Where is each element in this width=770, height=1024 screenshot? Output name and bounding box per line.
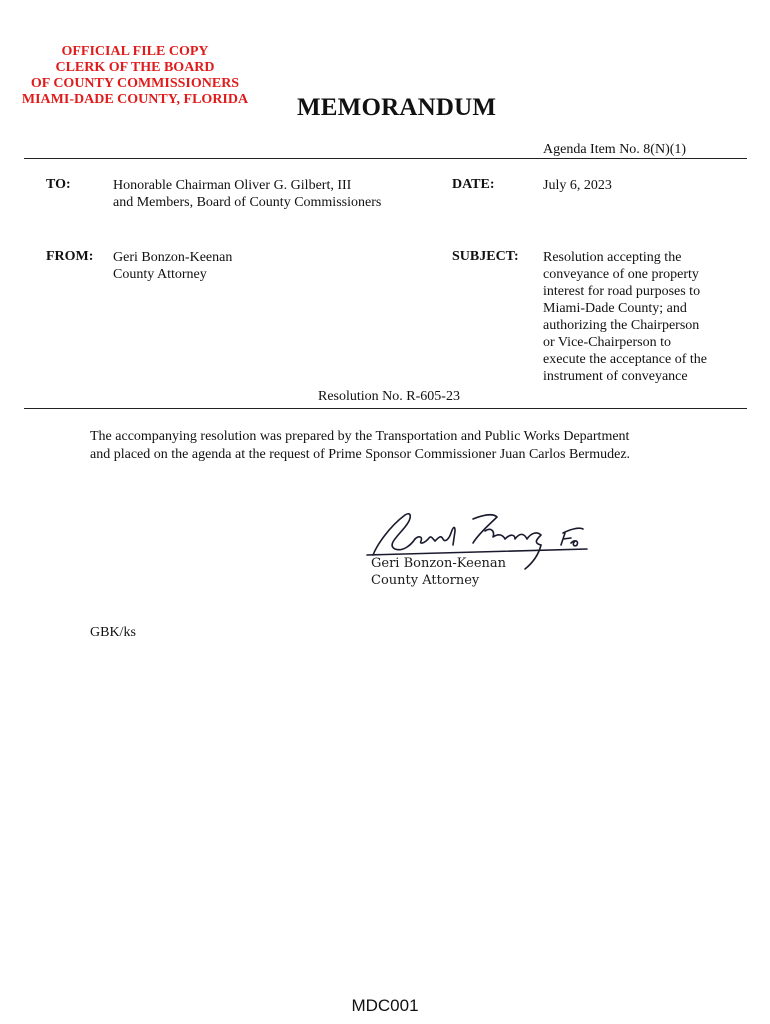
subject-line: Miami-Dade County; and xyxy=(543,301,687,316)
subject-line: instrument of conveyance xyxy=(543,369,688,384)
to-line: Honorable Chairman Oliver G. Gilbert, III xyxy=(113,178,352,193)
date-label: DATE: xyxy=(452,177,495,192)
signer-name: Geri Bonzon-Keenan xyxy=(371,556,507,571)
signer-title: County Attorney xyxy=(371,573,480,588)
subject-line: execute the acceptance of the xyxy=(543,352,708,367)
official-file-copy-stamp xyxy=(0,44,270,108)
subject-line: or Vice-Chairperson to xyxy=(543,335,671,350)
header-divider xyxy=(24,158,747,159)
from-line: Geri Bonzon-Keenan xyxy=(113,250,233,265)
stamp-line: OFFICIAL FILE COPY xyxy=(61,44,209,59)
resolution-number: Resolution No. R-605-23 xyxy=(318,389,460,404)
memo-title: MEMORANDUM xyxy=(297,94,497,121)
to-label: TO: xyxy=(46,177,71,192)
page-footer-code: MDC001 xyxy=(351,996,419,1015)
agenda-item-number: Agenda Item No. 8(N)(1) xyxy=(543,142,687,157)
signature-block xyxy=(371,555,506,589)
subject-line: conveyance of one property xyxy=(543,267,699,282)
subject-line: authorizing the Chairperson xyxy=(543,318,700,333)
from-line: County Attorney xyxy=(113,267,207,282)
from-sender xyxy=(113,249,232,283)
subject-line: Resolution accepting the xyxy=(543,250,682,265)
stamp-line: MIAMI-DADE COUNTY, FLORIDA xyxy=(21,92,249,107)
to-recipients xyxy=(113,177,381,211)
stamp-line: CLERK OF THE BOARD xyxy=(55,60,215,75)
memo-body xyxy=(90,428,710,464)
subject-label: SUBJECT: xyxy=(452,249,519,264)
date-value: July 6, 2023 xyxy=(543,178,612,193)
subject-text xyxy=(543,249,707,385)
subject-line: interest for road purposes to xyxy=(543,284,701,299)
header-bottom-divider xyxy=(24,408,747,409)
body-line: The accompanying resolution was prepared by the Transportation and Public Works Department xyxy=(90,429,630,444)
to-line: and Members, Board of County Commissioners xyxy=(113,195,382,210)
from-label: FROM: xyxy=(46,249,94,264)
stamp-line: OF COUNTY COMMISSIONERS xyxy=(30,76,240,91)
body-line: and placed on the agenda at the request of Prime Sponsor Commissioner Juan Carlos Bermudez. xyxy=(90,447,631,462)
typist-initials: GBK/ks xyxy=(90,625,136,640)
